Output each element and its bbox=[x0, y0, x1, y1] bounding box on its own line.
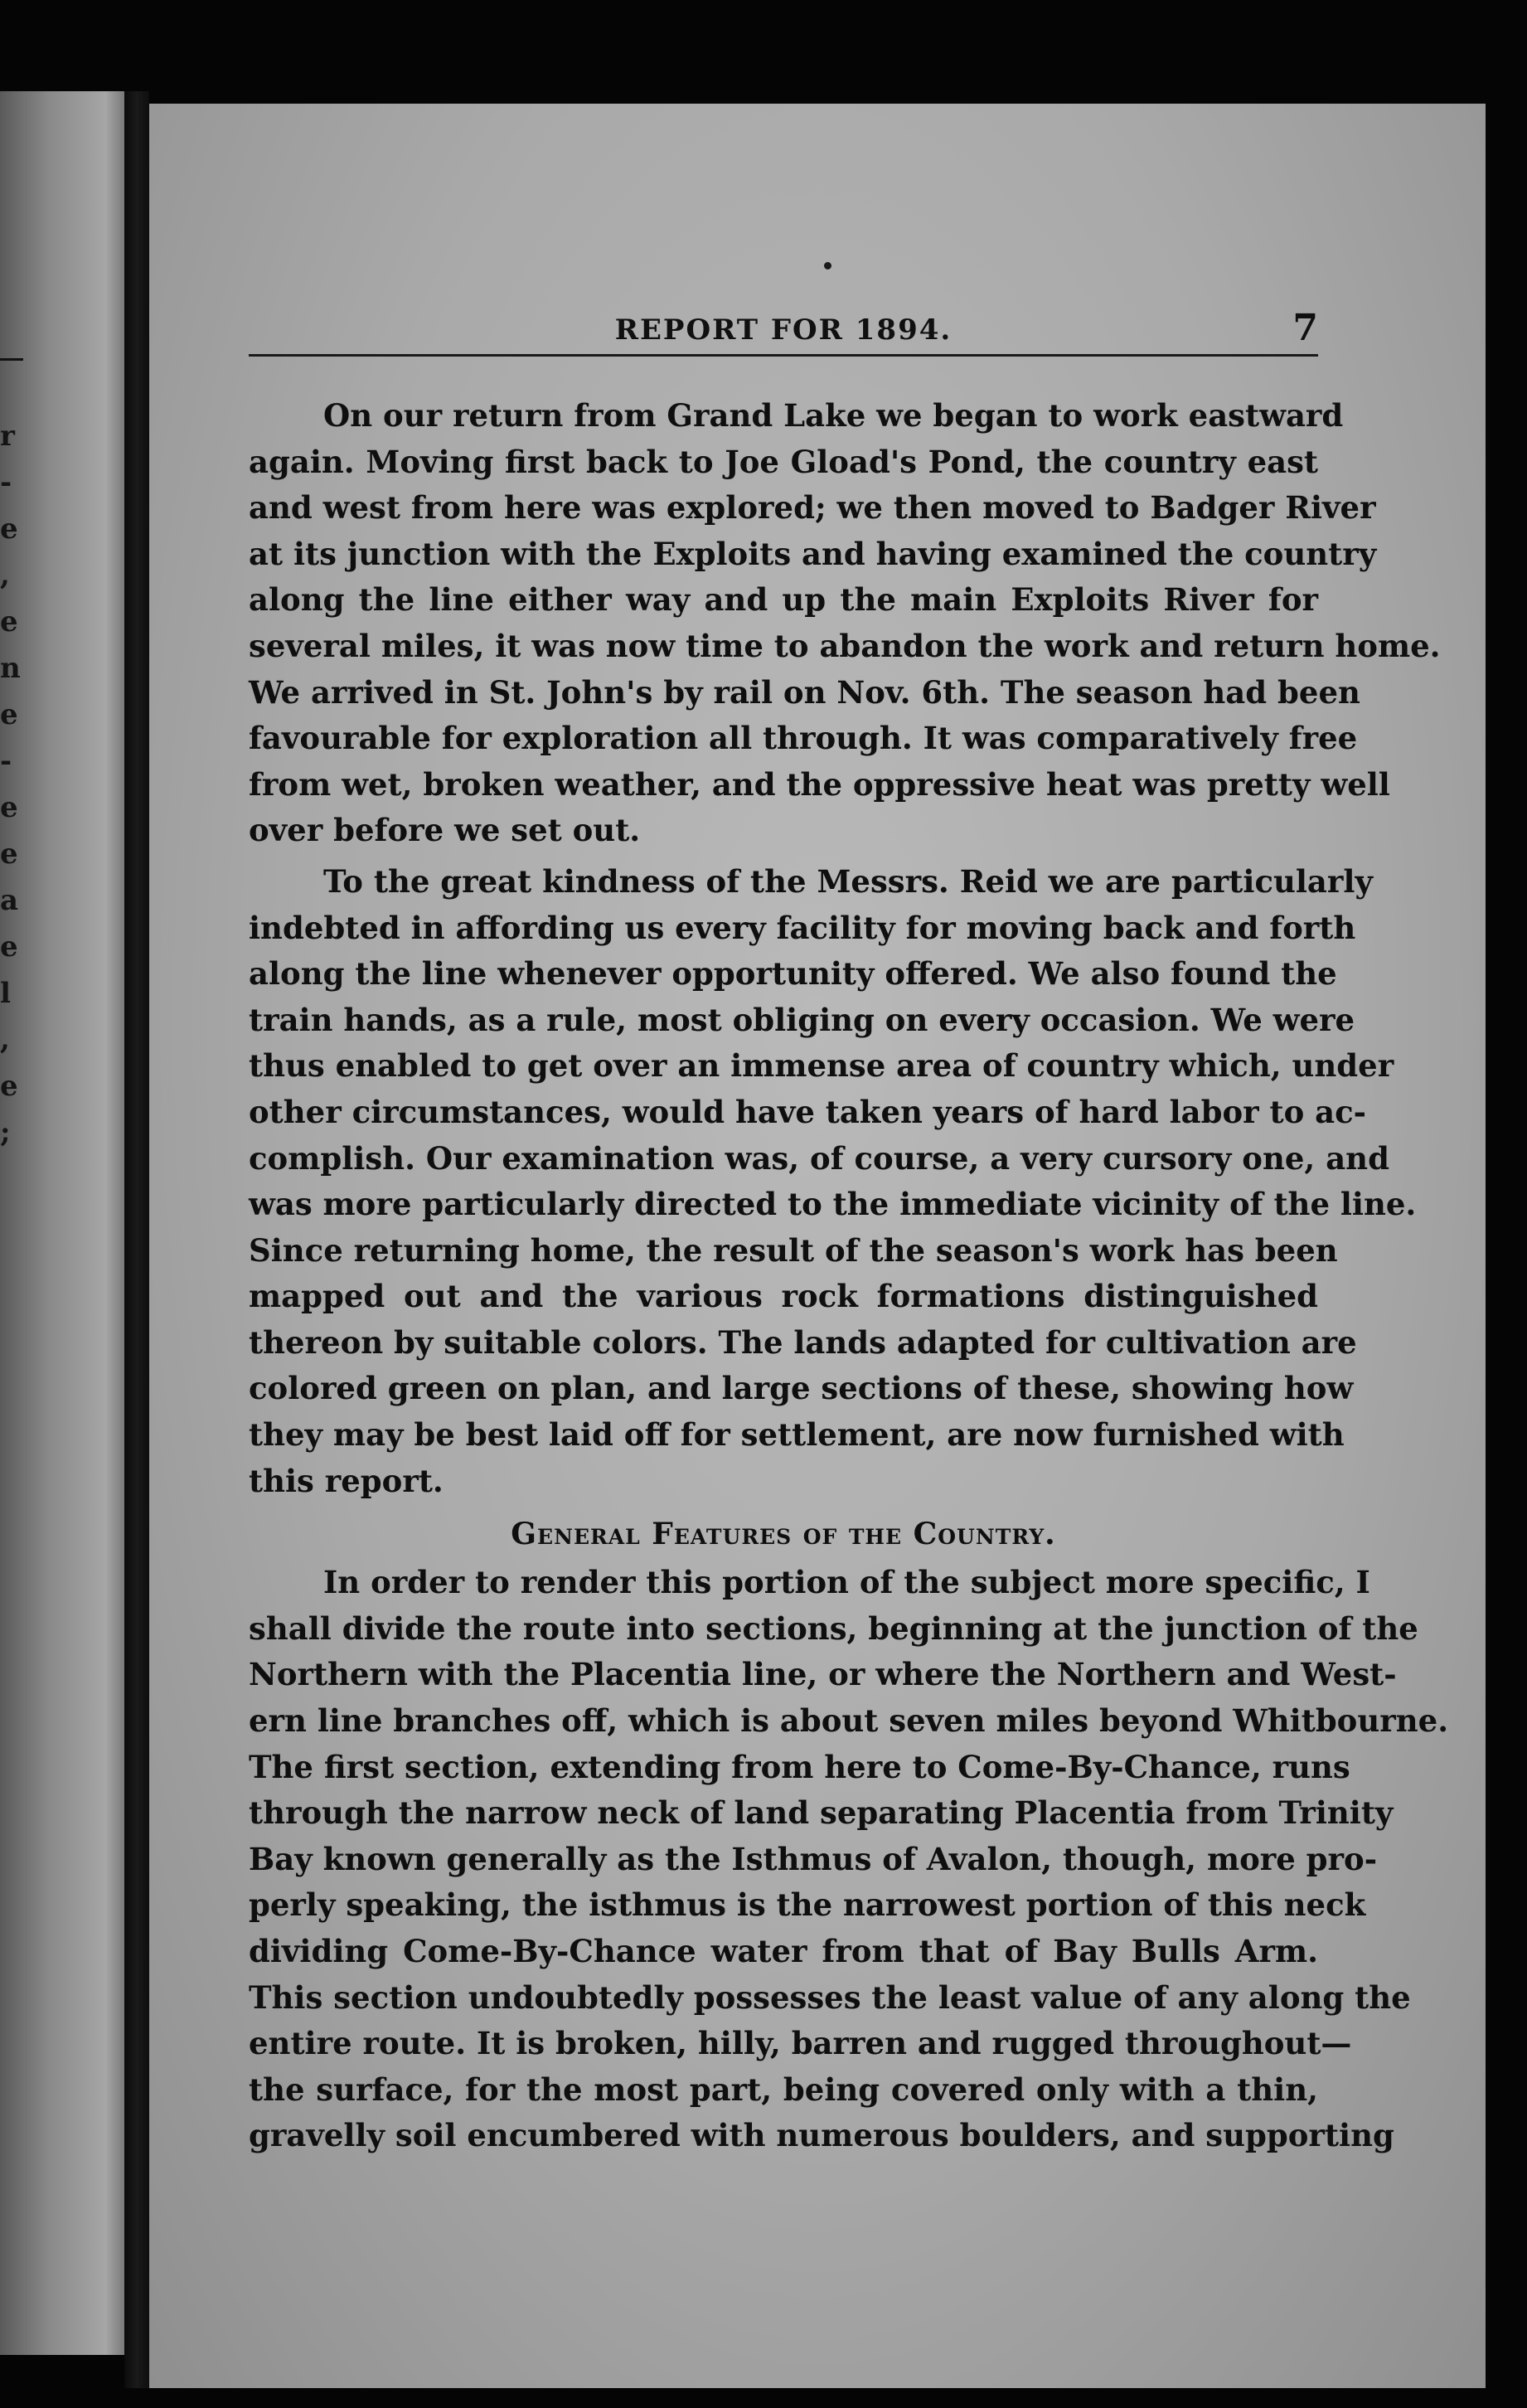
margin-letter: r bbox=[0, 420, 15, 453]
text-line: complish. Our examination was, of course, a very cursory one, and bbox=[249, 1139, 1389, 1177]
paragraph-1 bbox=[249, 393, 1441, 854]
margin-letter: e bbox=[0, 930, 18, 964]
text-line: This section undoubtedly possesses the least value of any along the bbox=[249, 1978, 1411, 2016]
text-line: The first section, extending from here to Come-By-Chance, runs bbox=[249, 1748, 1350, 1785]
text-line: mapped out and the various rock formations distinguished bbox=[249, 1278, 1318, 1315]
margin-letter: e bbox=[0, 837, 18, 871]
adjacent-page-rule bbox=[0, 358, 23, 361]
margin-letter: l bbox=[0, 977, 11, 1010]
book-gutter bbox=[124, 91, 149, 2388]
text-line: train hands, as a rule, most obliging on every occasion. We were bbox=[249, 1001, 1355, 1038]
text-line: this report. bbox=[249, 1462, 444, 1499]
text-line: along the line whenever opportunity offered. We also found the bbox=[249, 955, 1337, 993]
text-line: We arrived in St. John's by rail on Nov. 6th. The season had been bbox=[249, 673, 1360, 711]
margin-letter: - bbox=[0, 466, 12, 499]
margin-letter: e bbox=[0, 791, 18, 824]
text-line: gravelly soil encumbered with numerous boulders, and supporting bbox=[249, 2117, 1394, 2154]
text-line: dividing Come-By-Chance water from that of Bay Bulls Arm. bbox=[249, 1933, 1318, 1969]
text-line: along the line either way and up the main Exploits River for bbox=[249, 581, 1318, 619]
margin-letter: , bbox=[0, 1023, 10, 1056]
text-line: In order to render this portion of the subject more specific, I bbox=[323, 1564, 1370, 1601]
text-line: again. Moving first back to Joe Gload's Pond, the country east bbox=[249, 443, 1318, 480]
margin-letter: n bbox=[0, 652, 21, 685]
paragraph-2 bbox=[249, 859, 1417, 1504]
margin-letter: e bbox=[0, 698, 18, 731]
text-line: favourable for exploration all through. It was comparatively free bbox=[249, 720, 1358, 757]
text-line: To the great kindness of the Messrs. Reid we are particularly bbox=[323, 862, 1373, 900]
text-line: shall divide the route into sections, beginning at the junction of the bbox=[249, 1609, 1418, 1647]
text-line: thus enabled to get over an immense area of country which, under bbox=[249, 1047, 1394, 1085]
page-body bbox=[249, 393, 1449, 2159]
header-rule bbox=[249, 354, 1318, 357]
paragraph-3 bbox=[249, 1560, 1449, 2159]
text-line: Since returning home, the result of the season's work has been bbox=[249, 1231, 1338, 1269]
text-line: perly speaking, the isthmus is the narrowest portion of this neck bbox=[249, 1886, 1366, 1924]
text-line: thereon by suitable colors. The lands adapted for cultivation are bbox=[249, 1323, 1357, 1361]
text-line: over before we set out. bbox=[249, 812, 641, 849]
text-line: was more particularly directed to the immediate vicinity of the line. bbox=[249, 1186, 1417, 1223]
text-line: Bay known generally as the Isthmus of Avalon, though, more pro- bbox=[249, 1840, 1378, 1877]
margin-letter: e bbox=[0, 1070, 18, 1103]
text-line: and west from here was explored; we then moved to Badger River bbox=[249, 489, 1376, 527]
margin-letter: e bbox=[0, 605, 18, 638]
text-line: through the narrow neck of land separating Placentia from Trinity bbox=[249, 1794, 1394, 1832]
text-line: On our return from Grand Lake we began to work eastward bbox=[323, 397, 1344, 434]
margin-letter: - bbox=[0, 745, 12, 778]
margin-letter: a bbox=[0, 884, 19, 917]
text-line: indebted in affording us every facility for moving back and forth bbox=[249, 909, 1356, 946]
text-line: several miles, it was now time to abandon the work and return home. bbox=[249, 627, 1441, 664]
text-line: colored green on plan, and large sections of these, showing how bbox=[249, 1370, 1354, 1407]
running-title: REPORT FOR 1894. bbox=[614, 313, 953, 347]
text-line: they may be best laid off for settlement, are now furnished with bbox=[249, 1416, 1345, 1454]
page-speck bbox=[824, 262, 831, 269]
text-line: from wet, broken weather, and the oppressive heat was pretty well bbox=[249, 765, 1390, 803]
text-line: at its junction with the Exploits and having examined the country bbox=[249, 535, 1377, 572]
margin-letter: e bbox=[0, 512, 18, 546]
margin-letter: , bbox=[0, 559, 10, 592]
page-number: 7 bbox=[1292, 307, 1318, 349]
text-line: Northern with the Placentia line, or where the Northern and West- bbox=[249, 1656, 1397, 1693]
text-line: ern line branches off, which is about seven miles beyond Whitbourne. bbox=[249, 1702, 1449, 1740]
text-line: the surface, for the most part, being covered only with a thin, bbox=[249, 2071, 1318, 2108]
margin-letter: ; bbox=[0, 1116, 11, 1149]
section-heading: General Features of the Country. bbox=[511, 1517, 1056, 1552]
adjacent-page-letters bbox=[0, 413, 25, 1156]
text-line: other circumstances, would have taken years of hard labor to ac- bbox=[249, 1093, 1367, 1130]
text-line: entire route. It is broken, hilly, barren and rugged throughout— bbox=[249, 2025, 1352, 2062]
running-head bbox=[249, 307, 1318, 357]
